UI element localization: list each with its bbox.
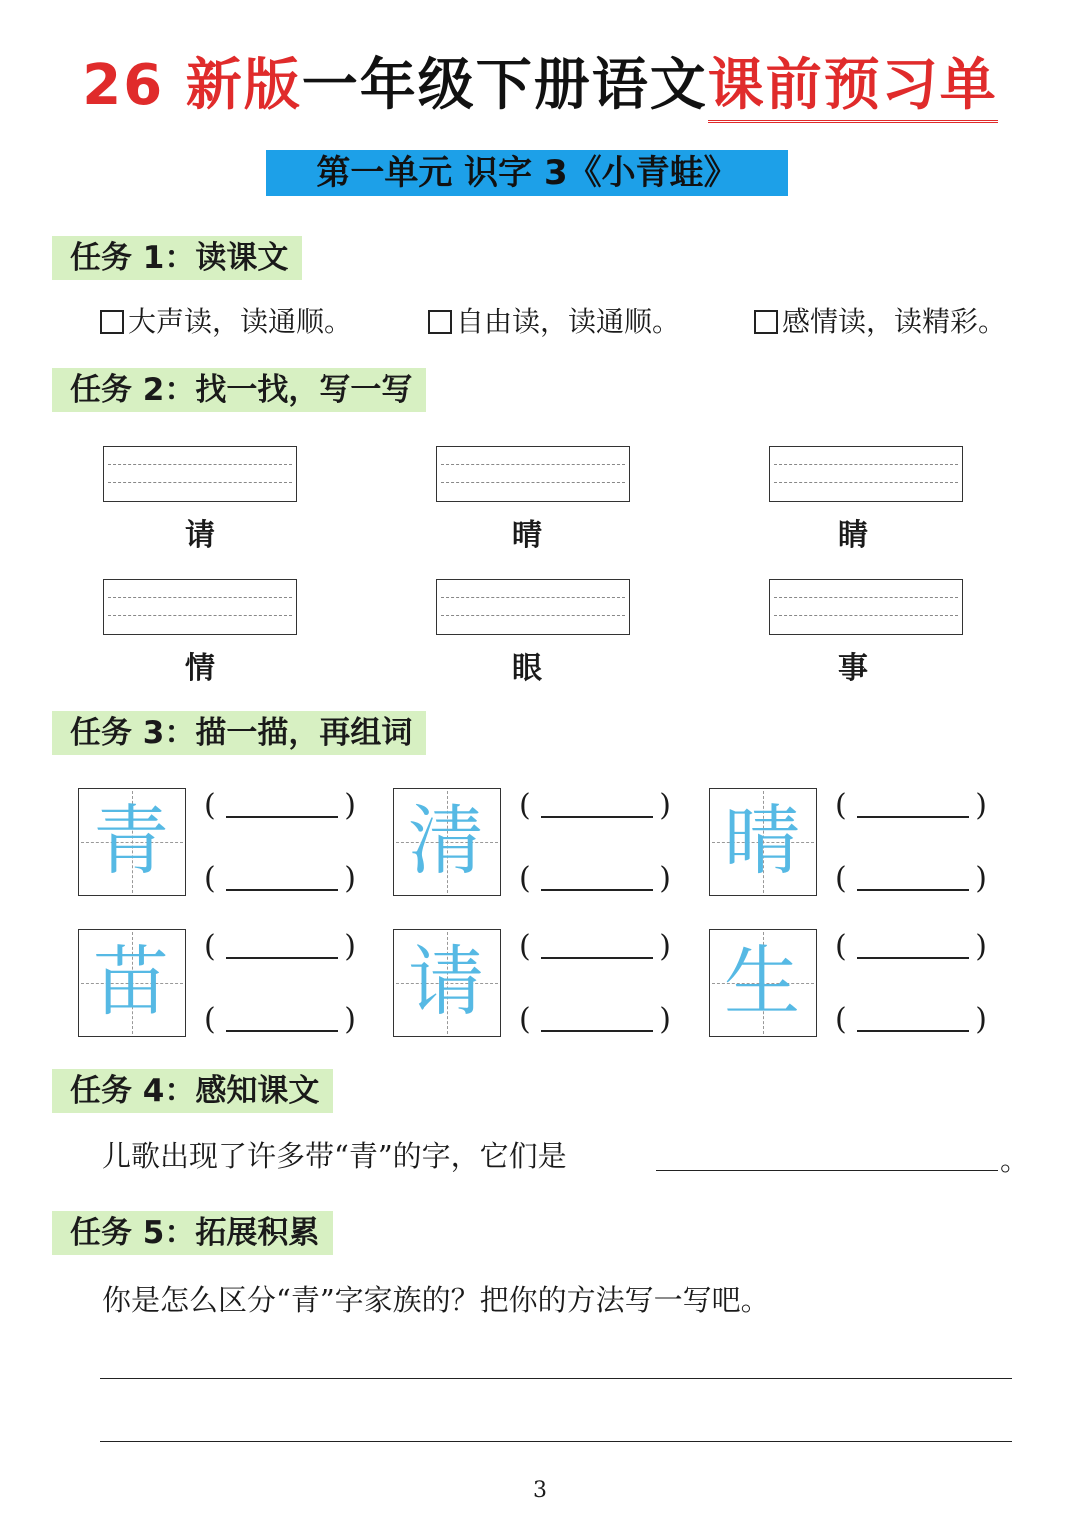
task5-question: 你是怎么区分“青”字家族的？把你的方法写一写吧。 bbox=[102, 1283, 770, 1317]
title-edition: 26 新版 bbox=[82, 53, 302, 118]
char-label: 睛 bbox=[838, 518, 868, 553]
title-grade: 一年级下册语文 bbox=[301, 53, 708, 118]
task5-answer-line[interactable] bbox=[100, 1441, 1012, 1442]
task5-answer-line[interactable] bbox=[100, 1378, 1012, 1379]
pinyin-write-box[interactable] bbox=[436, 446, 630, 502]
trace-char: 晴 bbox=[724, 796, 800, 885]
trace-char-box[interactable] bbox=[709, 788, 817, 896]
word-blank[interactable]: ( ) bbox=[519, 929, 671, 964]
char-label: 请 bbox=[185, 518, 215, 553]
read-option-3[interactable] bbox=[754, 300, 1006, 344]
word-blank[interactable]: ( ) bbox=[835, 788, 987, 823]
pinyin-write-box[interactable] bbox=[436, 579, 630, 635]
task1-label: 任务 1：读课文 bbox=[52, 236, 302, 280]
trace-char-box[interactable] bbox=[78, 788, 186, 896]
read-option-label: 自由读，读通顺。 bbox=[456, 305, 681, 338]
word-blank[interactable]: ( ) bbox=[204, 1002, 356, 1037]
word-blank[interactable]: ( ) bbox=[204, 929, 356, 964]
checkbox[interactable] bbox=[428, 310, 452, 334]
word-blank[interactable]: ( ) bbox=[204, 861, 356, 896]
char-label: 眼 bbox=[512, 651, 542, 686]
trace-char-box[interactable] bbox=[393, 788, 501, 896]
trace-char-box[interactable] bbox=[78, 929, 186, 1037]
page-number: 3 bbox=[533, 1478, 547, 1503]
read-options bbox=[100, 300, 1040, 344]
word-blank[interactable]: ( ) bbox=[835, 1002, 987, 1037]
char-label: 晴 bbox=[512, 518, 542, 553]
checkbox[interactable] bbox=[754, 310, 778, 334]
trace-char-box[interactable] bbox=[709, 929, 817, 1037]
trace-char: 苗 bbox=[93, 937, 169, 1026]
word-blank[interactable]: ( ) bbox=[835, 929, 987, 964]
word-blank[interactable]: ( ) bbox=[519, 788, 671, 823]
trace-char: 青 bbox=[93, 796, 169, 885]
word-blank[interactable]: ( ) bbox=[519, 861, 671, 896]
pinyin-write-box[interactable] bbox=[769, 579, 963, 635]
trace-char-box[interactable] bbox=[393, 929, 501, 1037]
trace-char: 请 bbox=[408, 937, 484, 1026]
trace-char: 生 bbox=[724, 937, 800, 1026]
pinyin-write-box[interactable] bbox=[769, 446, 963, 502]
task4-answer-line[interactable] bbox=[656, 1170, 998, 1171]
pinyin-write-box[interactable] bbox=[103, 579, 297, 635]
checkbox[interactable] bbox=[100, 310, 124, 334]
char-label: 事 bbox=[838, 651, 868, 686]
task2-label: 任务 2：找一找，写一写 bbox=[52, 368, 426, 412]
trace-char: 清 bbox=[408, 796, 484, 885]
task4-end-mark: 。 bbox=[1000, 1143, 1030, 1177]
char-label: 情 bbox=[185, 651, 215, 686]
title-worksheet: 课前预习单 bbox=[708, 53, 998, 123]
task4-sentence: 儿歌出现了许多带“青”的字，它们是 bbox=[102, 1139, 567, 1173]
task5-label: 任务 5：拓展积累 bbox=[52, 1211, 333, 1255]
word-blank[interactable]: ( ) bbox=[204, 788, 356, 823]
read-option-label: 感情读，读精彩。 bbox=[782, 305, 1007, 338]
read-option-2[interactable] bbox=[428, 300, 680, 344]
page-title bbox=[0, 50, 1080, 122]
read-option-label: 大声读，读通顺。 bbox=[128, 305, 353, 338]
word-blank[interactable]: ( ) bbox=[835, 861, 987, 896]
pinyin-write-box[interactable] bbox=[103, 446, 297, 502]
word-blank[interactable]: ( ) bbox=[519, 1002, 671, 1037]
read-option-1[interactable] bbox=[100, 300, 352, 344]
unit-subtitle: 第一单元 识字 3《小青蛙》 bbox=[266, 150, 788, 196]
task3-label: 任务 3：描一描，再组词 bbox=[52, 711, 426, 755]
task4-label: 任务 4：感知课文 bbox=[52, 1069, 333, 1113]
